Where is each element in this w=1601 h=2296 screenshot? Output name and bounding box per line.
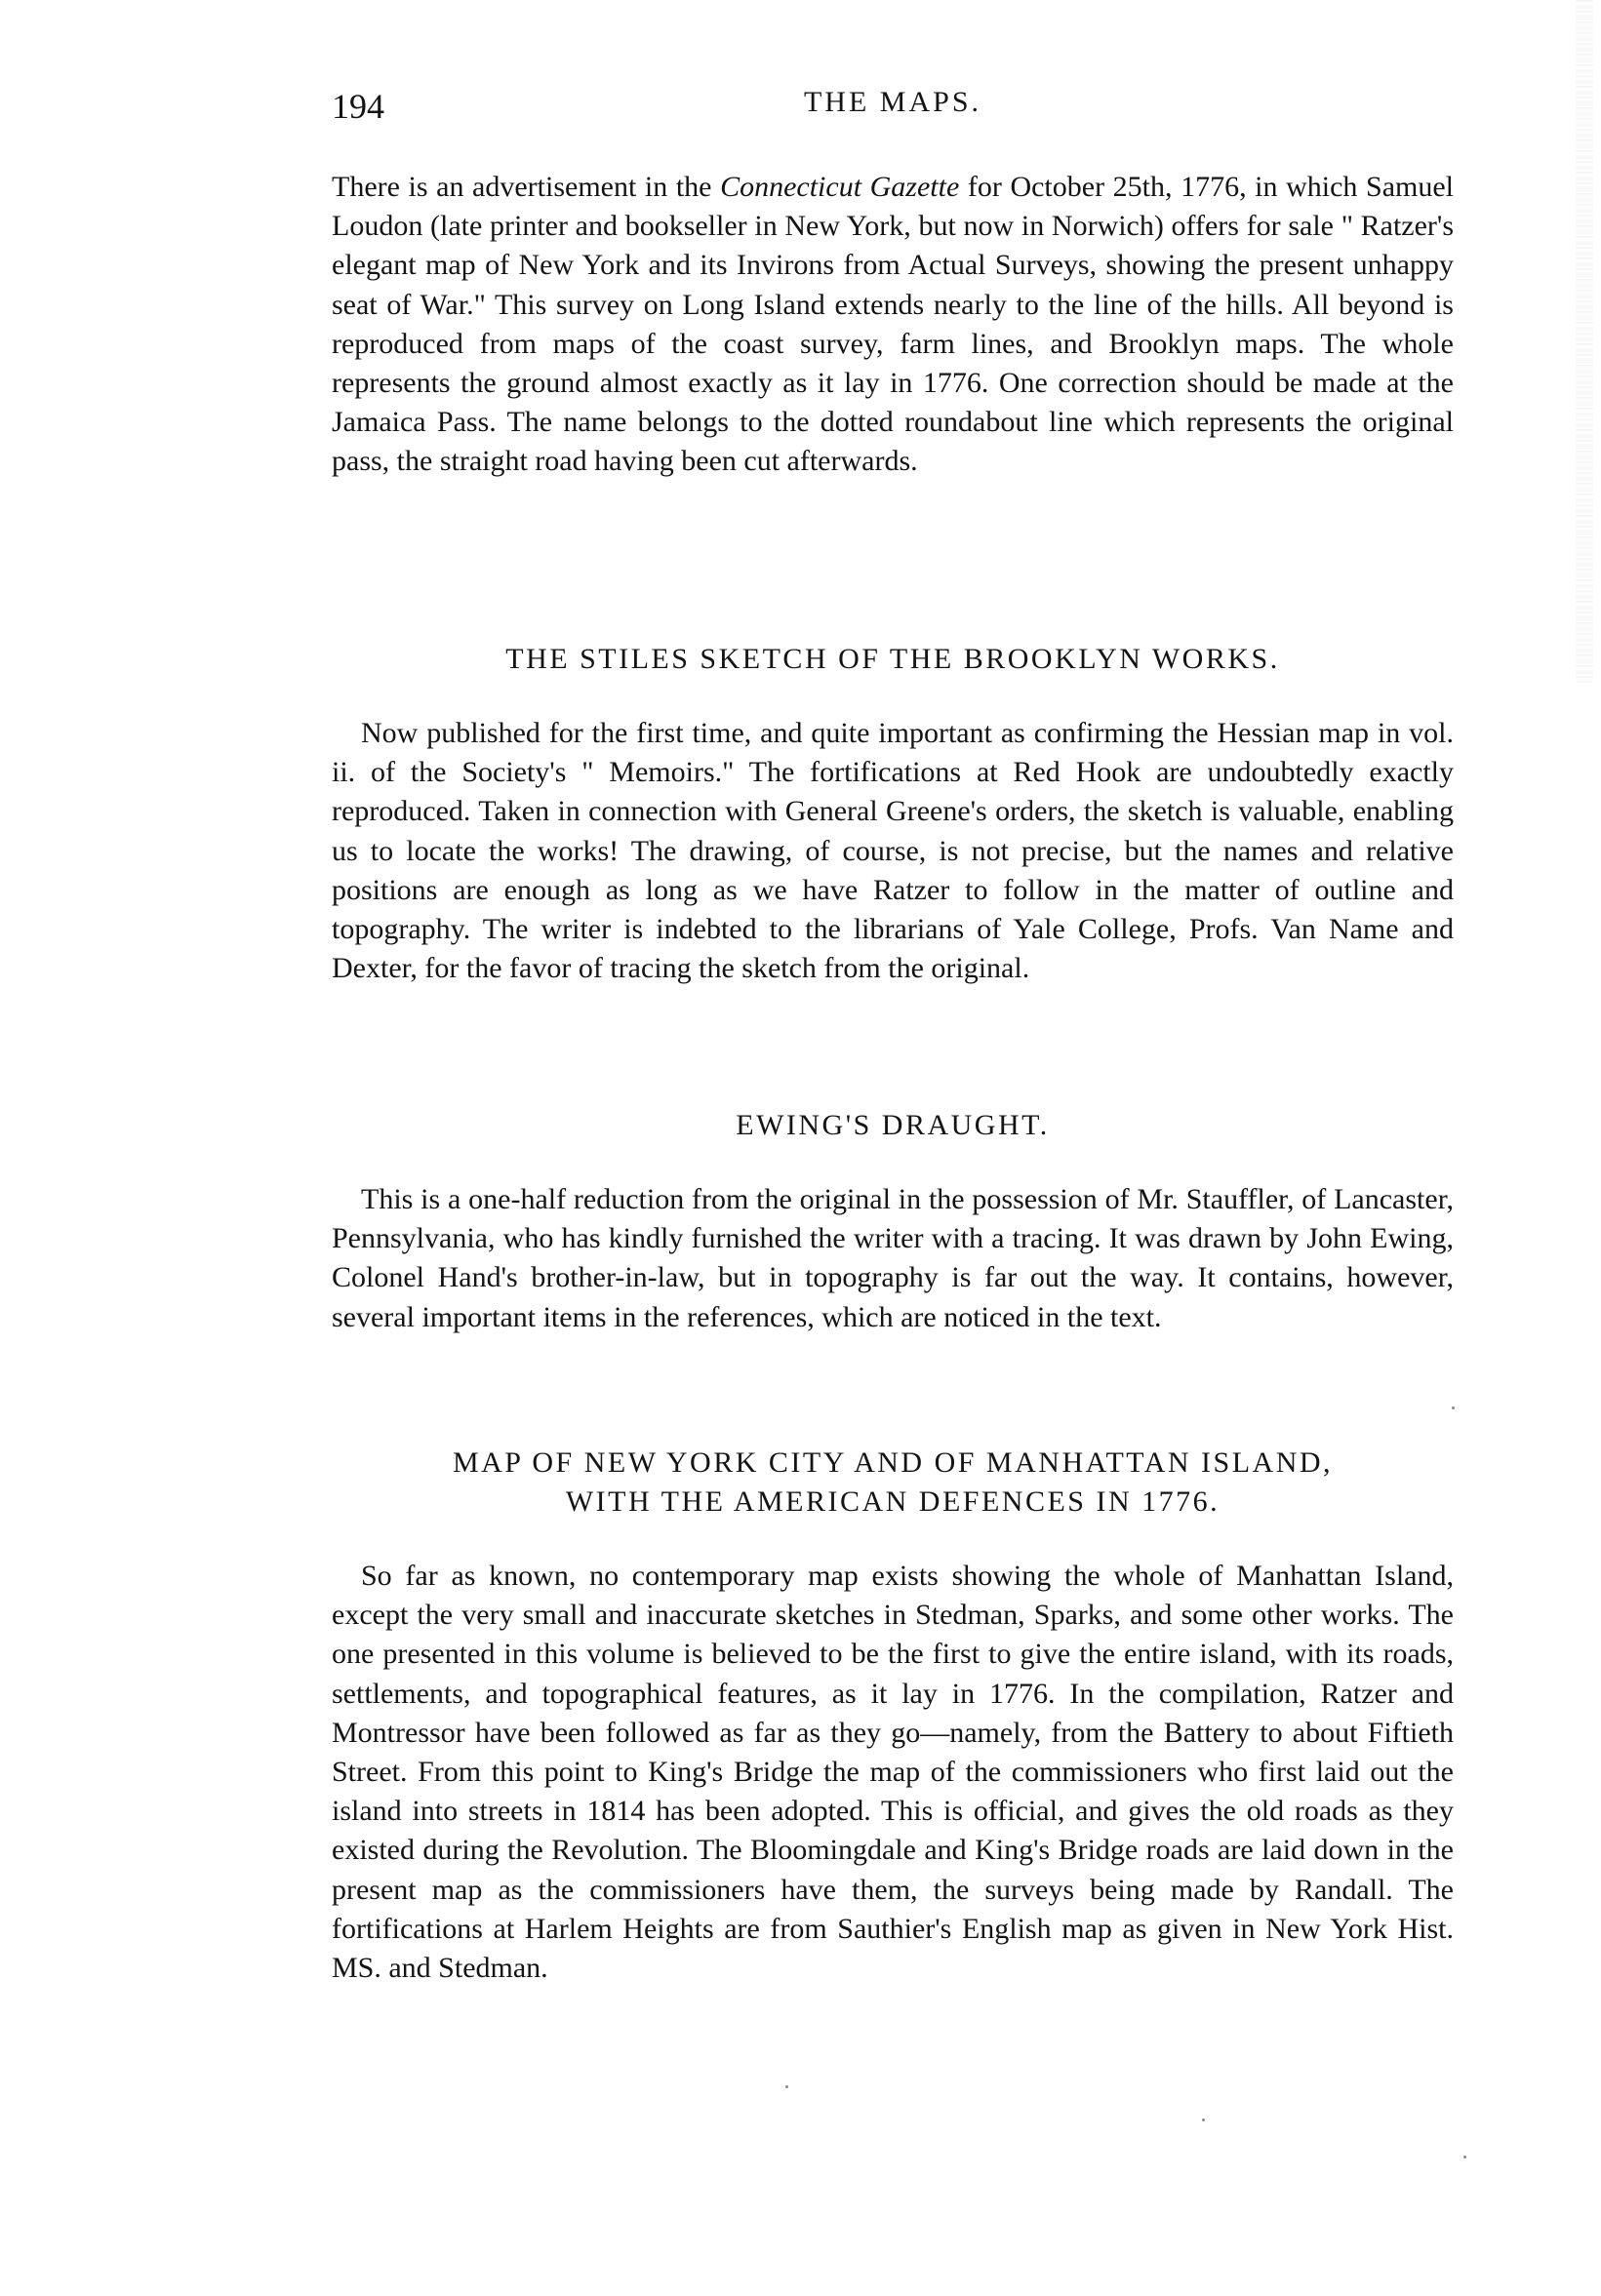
heading-line: THE STILES SKETCH OF THE BROOKLYN WORKS. xyxy=(505,643,1280,675)
running-head xyxy=(332,86,1454,125)
scan-edge-texture xyxy=(1576,0,1593,683)
heading-line-2: WITH THE AMERICAN DEFENCES IN 1776. xyxy=(565,1485,1221,1518)
intro-paragraph xyxy=(332,168,1454,482)
section-heading-stiles xyxy=(332,640,1454,679)
paragraph-manhattan: So far as known, no contemporary map exists showing the whole of Manhattan Island, except the very small and inaccurate sketches in Stedman, Sparks, and some other works. The one presented in this volume is believed to be the first to give the entire island, with its roads, settlements, and topographical features, as it lay in 1776. In the compilation, Ratzer and Montressor have been followed as far as they go—namely, from the Battery to about Fiftieth Street. From this point to King's Bridge the map of the commissioners who first laid out the island into streets in 1814 has been adopted. This is official, and gives the old roads as they existed during the Revolution. The Bloomingdale and King's Bridge roads are laid down in the present map as the commissioners have them, the surveys being made by Randall. The fortifications at Harlem Heights are from Sauthier's English map as given in New York Hist. MS. and Stedman. xyxy=(332,1560,1454,1985)
section-heading-manhattan xyxy=(332,1444,1454,1522)
heading-line: EWING'S DRAUGHT. xyxy=(736,1109,1050,1141)
scan-speck xyxy=(1452,1406,1455,1409)
section-heading-ewing xyxy=(332,1106,1454,1145)
page-number: 194 xyxy=(332,87,384,126)
running-title: THE MAPS. xyxy=(803,86,982,118)
scan-speck xyxy=(1202,2118,1205,2121)
section-body-ewing xyxy=(332,1180,1454,1337)
section-body-manhattan xyxy=(332,1557,1454,1988)
intro-text-start: There is an advertisement in the xyxy=(332,171,721,203)
heading-line-1: MAP OF NEW YORK CITY AND OF MANHATTAN ISLAND, xyxy=(452,1446,1334,1479)
section-body-stiles xyxy=(332,714,1454,988)
intro-paragraph-block xyxy=(332,168,1454,482)
paragraph-ewing: This is a one-half reduction from the original in the possession of Mr. Stauffler, of Lancaster, Pennsylvania, who has kindly furnished the writer with a tracing. It was drawn by John Ewing, Colonel Hand's brother-in-law, but in topography is far out the way. It contains, however, several important items in the references, which are noticed in the text. xyxy=(332,1183,1454,1333)
scan-speck xyxy=(1463,2156,1466,2158)
newspaper-title: Connecticut Gazette xyxy=(720,171,960,203)
intro-text-rest: for October 25th, 1776, in which Samuel Loudon (late printer and bookseller in New York, but now in Norwich) offers for sale " Ratzer's elegant map of New York and its Invirons from Actual Surveys, showing the present unhappy seat of War." This survey on Long Island extends nearly to the line of the hills. All beyond is reproduced from maps of the coast survey, farm lines, and Brooklyn maps. The whole represents the ground almost exactly as it lay in 1776. One correction should be made at the Jamaica Pass. The name belongs to the dotted roundabout line which represents the original pass, the straight road having been cut afterwards. xyxy=(332,171,1454,478)
scan-speck xyxy=(785,2085,788,2088)
paragraph-stiles: Now published for the first time, and quite important as confirming the Hessian map in vol. ii. of the Society's " Memoirs." The fortifications at Red Hook are undoubtedly exactly reproduced. Taken in connection with General Greene's orders, the sketch is valuable, enabling us to locate the works! The drawing, of course, is not precise, but the names and relative positions are enough as long as we have Ratzer to follow in the matter of outline and topography. The writer is indebted to the librarians of Yale College, Profs. Van Name and Dexter, for the favor of tracing the sketch from the original. xyxy=(332,717,1454,985)
